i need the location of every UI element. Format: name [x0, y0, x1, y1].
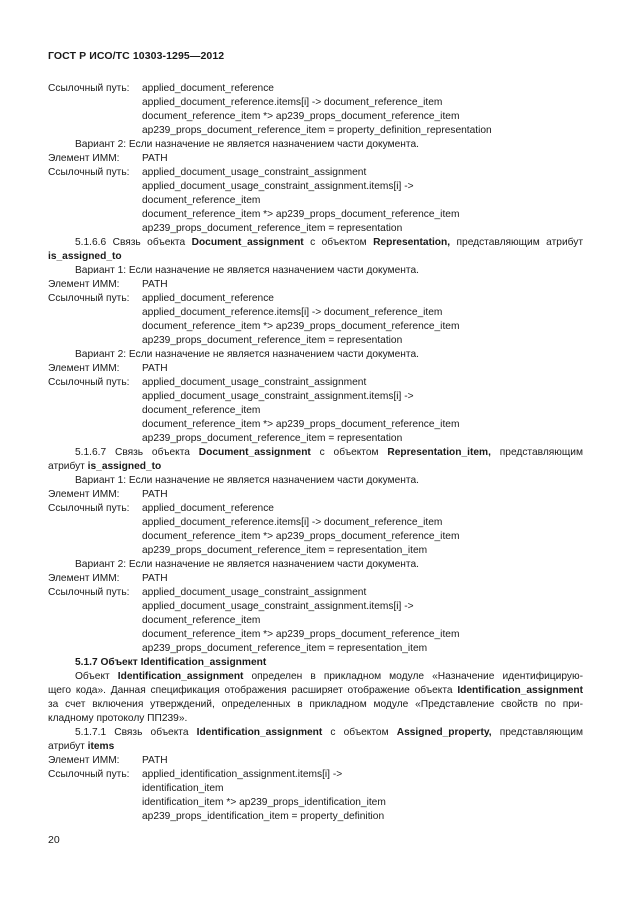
path-line: applied_document_usage_constraint_assignment.items[i] -> — [142, 391, 414, 402]
path-line: applied_document_reference.items[i] -> document_reference_item — [142, 97, 443, 108]
path-line: ap239_props_document_reference_item = representation — [142, 223, 403, 234]
path-line: document_reference_item — [142, 405, 261, 416]
paragraph-line: щего кода». Данная спецификация отображения расширяет отображение объекта Identification_assignment — [48, 685, 583, 696]
ref-path-line: Ссылочный путь: applied_identification_assignment.items[i] -> — [48, 769, 343, 780]
section-heading-517: 5.1.7 Объект Identification_assignment — [75, 657, 267, 668]
variant-line: Вариант 1: Если назначение не является назначением части документа. — [75, 265, 419, 276]
ref-path-label: Ссылочный путь: — [48, 83, 130, 94]
imm-element-line: Элемент ИММ: PATH — [48, 279, 168, 290]
variant-line: Вариант 2: Если назначение не является назначением части документа. — [75, 349, 419, 360]
section-heading-5171: 5.1.7.1 Связь объекта Identification_assignment с объектом Assigned_property, представляющим — [75, 727, 583, 738]
section-heading-5167: 5.1.6.7 Связь объекта Document_assignment с объектом Representation_item, представляющим — [75, 447, 583, 458]
path-line: identification_item *> ap239_props_identification_item — [142, 797, 386, 808]
ref-path-line: Ссылочный путь: applied_document_reference — [48, 293, 274, 304]
variant-line: Вариант 1: Если назначение не является назначением части документа. — [75, 475, 419, 486]
path-line: ap239_props_identification_item = property_definition — [142, 811, 385, 822]
variant-line: Вариант 2: Если назначение не является назначением части документа. — [75, 559, 419, 570]
attribute-name: is_assigned_to — [48, 251, 122, 262]
ref-path-line: Ссылочный путь: applied_document_reference — [48, 503, 274, 514]
attribute-line: атрибут is_assigned_to — [48, 461, 162, 472]
path-line: applied_document_usage_constraint_assignment.items[i] -> — [142, 601, 414, 612]
path-line: document_reference_item *> ap239_props_document_reference_item — [142, 209, 460, 220]
path-line: document_reference_item *> ap239_props_document_reference_item — [142, 419, 460, 430]
imm-element-line: Элемент ИММ: PATH — [48, 363, 168, 374]
imm-element-line: Элемент ИММ: PATH — [48, 489, 168, 500]
path-line: document_reference_item *> ap239_props_document_reference_item — [142, 531, 460, 542]
imm-element-line: Элемент ИММ: PATH — [48, 755, 168, 766]
ref-path-line: Ссылочный путь: applied_document_usage_constraint_assignment — [48, 167, 367, 178]
variant-line: Вариант 2: Если назначение не является назначением части документа. — [75, 139, 419, 150]
path-line: ap239_props_document_reference_item = representation — [142, 433, 403, 444]
path-line: document_reference_item *> ap239_props_document_reference_item — [142, 111, 460, 122]
path-line: applied_document_usage_constraint_assignment.items[i] -> — [142, 181, 414, 192]
path-line: document_reference_item — [142, 615, 261, 626]
path-line: document_reference_item — [142, 195, 261, 206]
ref-path-line: Ссылочный путь: applied_document_usage_constraint_assignment — [48, 587, 367, 598]
imm-element-line: Элемент ИММ: PATH — [48, 573, 168, 584]
path-line: ap239_props_document_reference_item = representation_item — [142, 643, 428, 654]
ref-path-line: Ссылочный путь: applied_document_usage_constraint_assignment — [48, 377, 367, 388]
attribute-line: атрибут items — [48, 741, 115, 752]
path-line: ap239_props_document_reference_item = representation — [142, 335, 403, 346]
path-line: applied_document_reference.items[i] -> document_reference_item — [142, 517, 443, 528]
paragraph-line: кладному протоколу ПП239». — [48, 713, 188, 724]
paragraph-line: Объект Identification_assignment определен в прикладном модуле «Назначение идентифицирую- — [75, 671, 584, 682]
ref-path-line: Ссылочный путь: applied_document_reference — [48, 83, 274, 94]
path-line: ap239_props_document_reference_item = property_definition_representation — [142, 125, 492, 136]
document-body — [48, 82, 583, 824]
path-line: document_reference_item *> ap239_props_document_reference_item — [142, 629, 460, 640]
path-line: document_reference_item *> ap239_props_document_reference_item — [142, 321, 460, 332]
document-header: ГОСТ Р ИСО/ТС 10303-1295—2012 — [48, 50, 225, 62]
page-number: 20 — [48, 834, 60, 846]
path-line: ap239_props_document_reference_item = representation_item — [142, 545, 428, 556]
section-heading-5166: 5.1.6.6 Связь объекта Document_assignment с объектом Representation, представляющим атрибут — [75, 237, 584, 248]
path-line: applied_document_reference.items[i] -> document_reference_item — [142, 307, 443, 318]
paragraph-line: за счет включения утверждений, определенных в прикладном модуле «Представление свойств по при- — [48, 699, 583, 710]
path-line: identification_item — [142, 783, 224, 794]
imm-element-line: Элемент ИММ: PATH — [48, 153, 168, 164]
